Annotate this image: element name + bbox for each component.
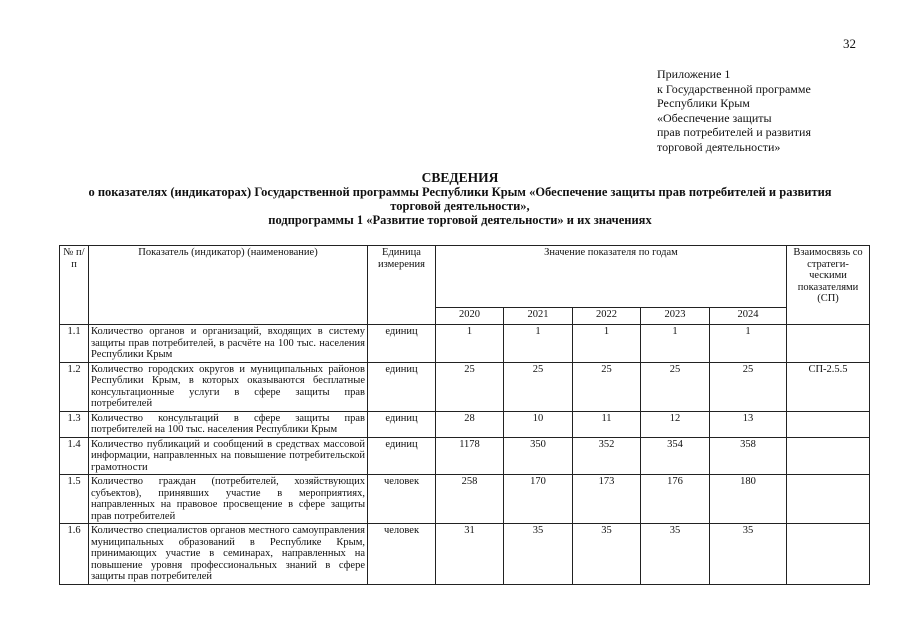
- row-value: 354: [641, 437, 710, 475]
- row-value: 25: [436, 362, 504, 411]
- row-value: 258: [436, 475, 504, 524]
- row-num: 1.3: [60, 411, 89, 437]
- row-name: Количество консультаций в сфере защиты прав потребителей на 100 тыс. населения Республики Крым: [89, 411, 368, 437]
- row-value: 180: [710, 475, 787, 524]
- row-name: Количество городских округов и муниципальных районов Республики Крым, в которых оказываются бесплатные консультационные услуги в сфере защиты прав потребителей: [89, 362, 368, 411]
- row-value: 1: [504, 325, 573, 363]
- table-row: [60, 325, 870, 363]
- table-row: [60, 437, 870, 475]
- row-value: 13: [710, 411, 787, 437]
- row-link: СП-2.5.5: [787, 362, 870, 411]
- appendix-line: «Обеспечение защиты: [657, 110, 772, 125]
- row-num: 1.1: [60, 325, 89, 363]
- heading-title: СВЕДЕНИЯ: [421, 170, 499, 185]
- heading-line: торговой деятельности»,: [390, 199, 530, 213]
- row-name: Количество специалистов органов местного самоуправления муниципальных образований в Республике Крым, принимающих участие в семинарах, направленных на повышение уровня профессиональных знаний в сфере защиты прав потребителей: [89, 524, 368, 585]
- header-unit: Единица измерения: [368, 246, 436, 325]
- header-year: 2020: [436, 308, 504, 325]
- row-name: Количество органов и организаций, входящих в систему защиты прав потребителей, в расчёте на 100 тыс. населения Республики Крым: [89, 325, 368, 363]
- row-value: 25: [710, 362, 787, 411]
- row-value: 11: [573, 411, 641, 437]
- row-num: 1.4: [60, 437, 89, 475]
- heading-line: о показателях (индикаторах) Государственной программы Республики Крым «Обеспечение защиты прав потребителей и развития: [88, 185, 832, 199]
- header-year: 2023: [641, 308, 710, 325]
- document-heading: [40, 171, 880, 227]
- row-unit: человек: [368, 475, 436, 524]
- row-value: 25: [573, 362, 641, 411]
- header-name: Показатель (индикатор) (наименование): [89, 246, 368, 325]
- row-name: Количество граждан (потребителей, хозяйствующих субъектов), принявших участие в мероприятиях, направленных на правовое просвещение в сфере защиты прав потребителей: [89, 475, 368, 524]
- table-header-row: [60, 246, 870, 308]
- row-value: 1: [436, 325, 504, 363]
- page-number: 32: [843, 36, 856, 51]
- indicators-table: [59, 245, 870, 585]
- row-value: 1: [710, 325, 787, 363]
- row-value: 35: [641, 524, 710, 585]
- row-value: 170: [504, 475, 573, 524]
- row-value: 35: [710, 524, 787, 585]
- row-unit: единиц: [368, 411, 436, 437]
- appendix-line: торговой деятельности»: [657, 139, 781, 154]
- row-link: [787, 475, 870, 524]
- row-value: 28: [436, 411, 504, 437]
- row-value: 1: [573, 325, 641, 363]
- row-value: 358: [710, 437, 787, 475]
- row-unit: единиц: [368, 325, 436, 363]
- row-num: 1.2: [60, 362, 89, 411]
- row-link: [787, 437, 870, 475]
- appendix-block: [657, 67, 811, 154]
- row-value: 25: [641, 362, 710, 411]
- appendix-line: Республики Крым: [657, 96, 750, 110]
- header-link: Взаимосвязь со стратеги-ческими показателями (СП): [787, 246, 870, 325]
- row-value: 12: [641, 411, 710, 437]
- header-num: № п/п: [60, 246, 89, 325]
- heading-line: подпрограммы 1 «Развитие торговой деятельности» и их значениях: [268, 213, 652, 227]
- row-value: 176: [641, 475, 710, 524]
- row-value: 10: [504, 411, 573, 437]
- row-value: 1178: [436, 437, 504, 475]
- row-value: 25: [504, 362, 573, 411]
- row-value: 31: [436, 524, 504, 585]
- row-unit: единиц: [368, 362, 436, 411]
- table-row: [60, 524, 870, 585]
- row-name: Количество публикаций и сообщений в средствах массовой информации, направленных на повышение потребительской грамотности: [89, 437, 368, 475]
- appendix-line: к Государственной программе: [657, 81, 811, 96]
- row-num: 1.6: [60, 524, 89, 585]
- row-link: [787, 325, 870, 363]
- header-year: 2022: [573, 308, 641, 325]
- table-row: [60, 475, 870, 524]
- table-row: [60, 411, 870, 437]
- appendix-line: прав потребителей и развития: [657, 125, 811, 139]
- row-value: 173: [573, 475, 641, 524]
- header-values-group: Значение показателя по годам: [436, 246, 787, 308]
- row-unit: единиц: [368, 437, 436, 475]
- row-value: 352: [573, 437, 641, 475]
- appendix-line: Приложение 1: [657, 67, 731, 81]
- row-unit: человек: [368, 524, 436, 585]
- row-value: 1: [641, 325, 710, 363]
- header-year: 2024: [710, 308, 787, 325]
- row-link: [787, 411, 870, 437]
- row-value: 35: [573, 524, 641, 585]
- row-value: 350: [504, 437, 573, 475]
- table-row: [60, 362, 870, 411]
- row-value: 35: [504, 524, 573, 585]
- row-link: [787, 524, 870, 585]
- row-num: 1.5: [60, 475, 89, 524]
- header-year: 2021: [504, 308, 573, 325]
